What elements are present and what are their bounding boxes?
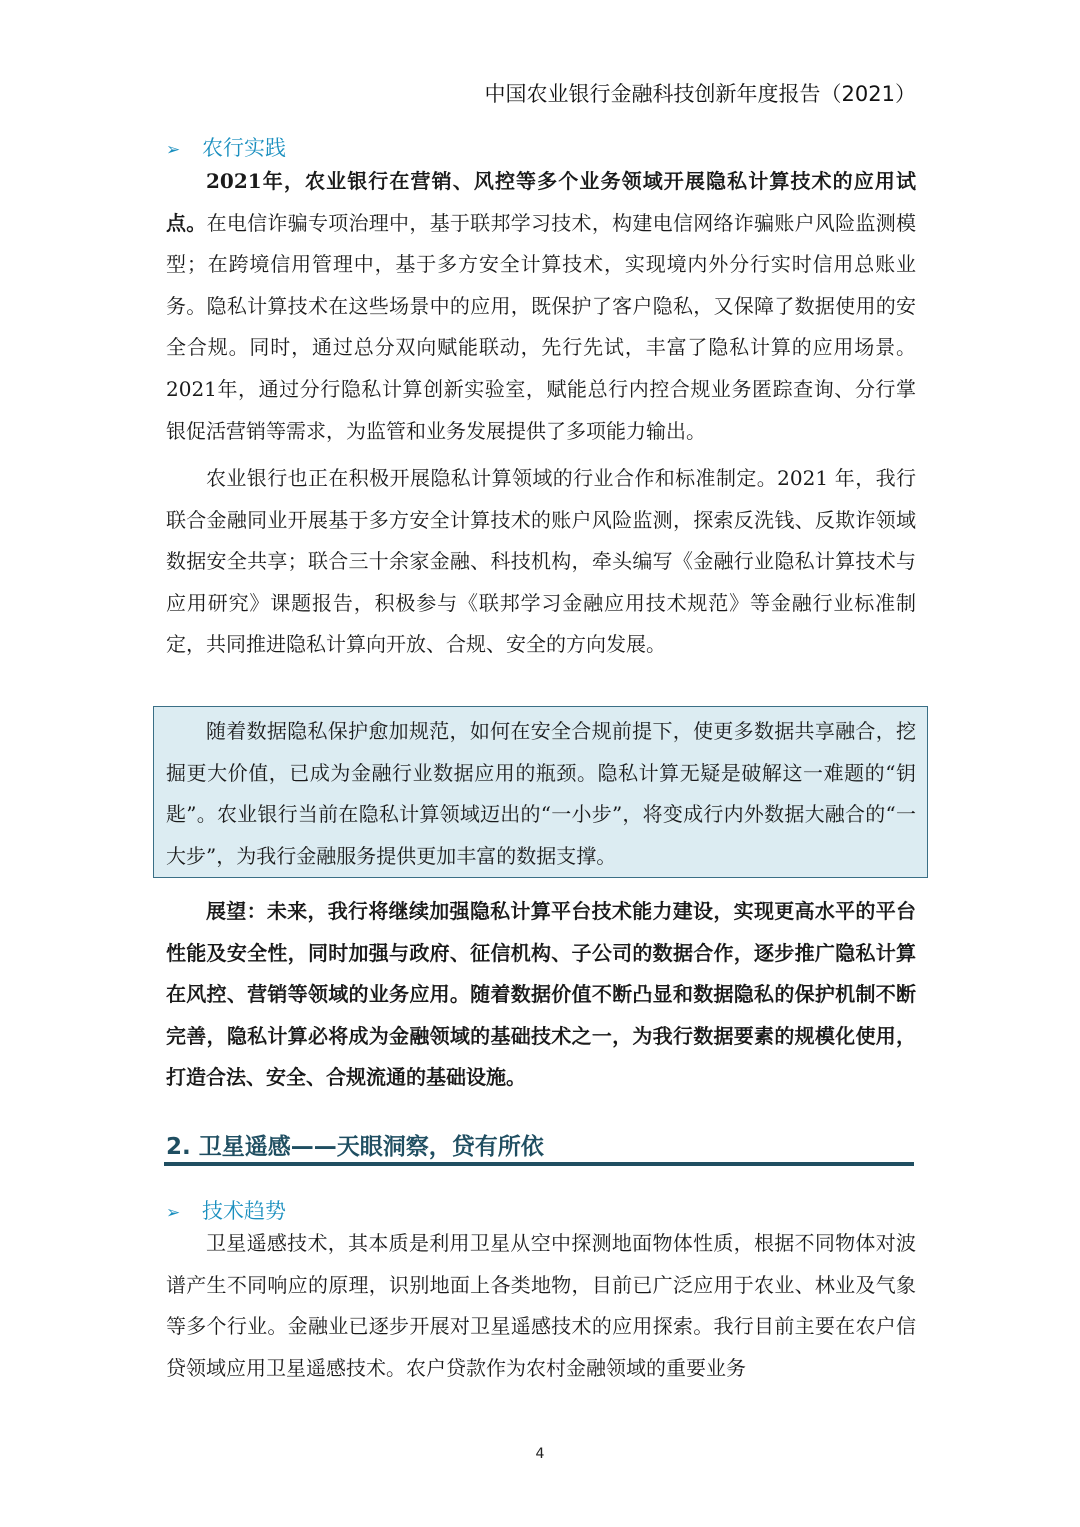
practice-paragraph-1 (166, 161, 916, 452)
callout-box (153, 706, 928, 878)
arrow-bullet-icon: ➢ (166, 140, 181, 160)
section-2-divider (164, 1162, 914, 1166)
report-header-title: 中国农业银行金融科技创新年度报告（2021） (484, 82, 916, 106)
practice-paragraph-2: 农业银行也正在积极开展隐私计算领域的行业合作和标准制定。2021 年，我行联合金融同业开展基于多方安全计算技术的账户风险监测，探索反洗钱、反欺诈领域数据安全共享；联合三十余家金融、科技机构，牵头编写《金融行业隐私计算技术与应用研究》课题报告，积极参与《联邦学习金融应用技术规范》等金融行业标准制定，共同推进隐私计算向开放、合规、安全的方向发展。 (166, 466, 916, 657)
section-2-title: 2. 卫星遥感——天眼洞察，贷有所依 (166, 1134, 544, 1160)
subheading-trend (166, 1195, 286, 1225)
arrow-bullet-icon: ➢ (166, 1203, 181, 1223)
page-number: 4 (535, 1446, 545, 1462)
subheading-trend-label: 技术趋势 (202, 1199, 286, 1223)
subheading-practice (166, 132, 286, 162)
practice-paragraph-1-lead: 2021年，农业银行在营销、风控等多个业务领域开展隐私计算技术的应用试点。 (166, 169, 916, 235)
trend-paragraph: 卫星遥感技术，其本质是利用卫星从空中探测地面物体性质，根据不同物体对波谱产生不同响应的原理，识别地面上各类地物，目前已广泛应用于农业、林业及气象等多个行业。金融业已逐步开展对卫星遥感技术的应用探索。我行目前主要在农户信贷领域应用卫星遥感技术。农户贷款作为农村金融领域的重要业务 (166, 1231, 916, 1380)
outlook-paragraph: 展望：未来，我行将继续加强隐私计算平台技术能力建设，实现更高水平的平台性能及安全性，同时加强与政府、征信机构、子公司的数据合作，逐步推广隐私计算在风控、营销等领域的业务应用。随着数据价值不断凸显和数据隐私的保护机制不断完善，隐私计算必将成为金融领域的基础技术之一，为我行数据要素的规模化使用，打造合法、安全、合规流通的基础设施。 (166, 899, 916, 1090)
subheading-practice-label: 农行实践 (202, 136, 286, 160)
practice-paragraph-1-body: 在电信诈骗专项治理中，基于联邦学习技术，构建电信网络诈骗账户风险监测模型；在跨境信用管理中，基于多方安全计算技术，实现境内外分行实时信用总账业务。隐私计算技术在这些场景中的应用，既保护了客户隐私，又保障了数据使用的安全合规。同时，通过总分双向赋能联动，先行先试，丰富了隐私计算的应用场景。2021年，通过分行隐私计算创新实验室，赋能总行内控合规业务匿踪查询、分行掌银促活营销等需求，为监管和业务发展提供了多项能力输出。 (166, 210, 917, 443)
callout-text: 随着数据隐私保护愈加规范，如何在安全合规前提下，使更多数据共享融合，挖掘更大价值，已成为金融行业数据应用的瓶颈。隐私计算无疑是破解这一难题的“钥匙”。农业银行当前在隐私计算领域迈出的“一小步”，将变成行内外数据大融合的“一大步”，为我行金融服务提供更加丰富的数据支撑。 (166, 719, 916, 868)
